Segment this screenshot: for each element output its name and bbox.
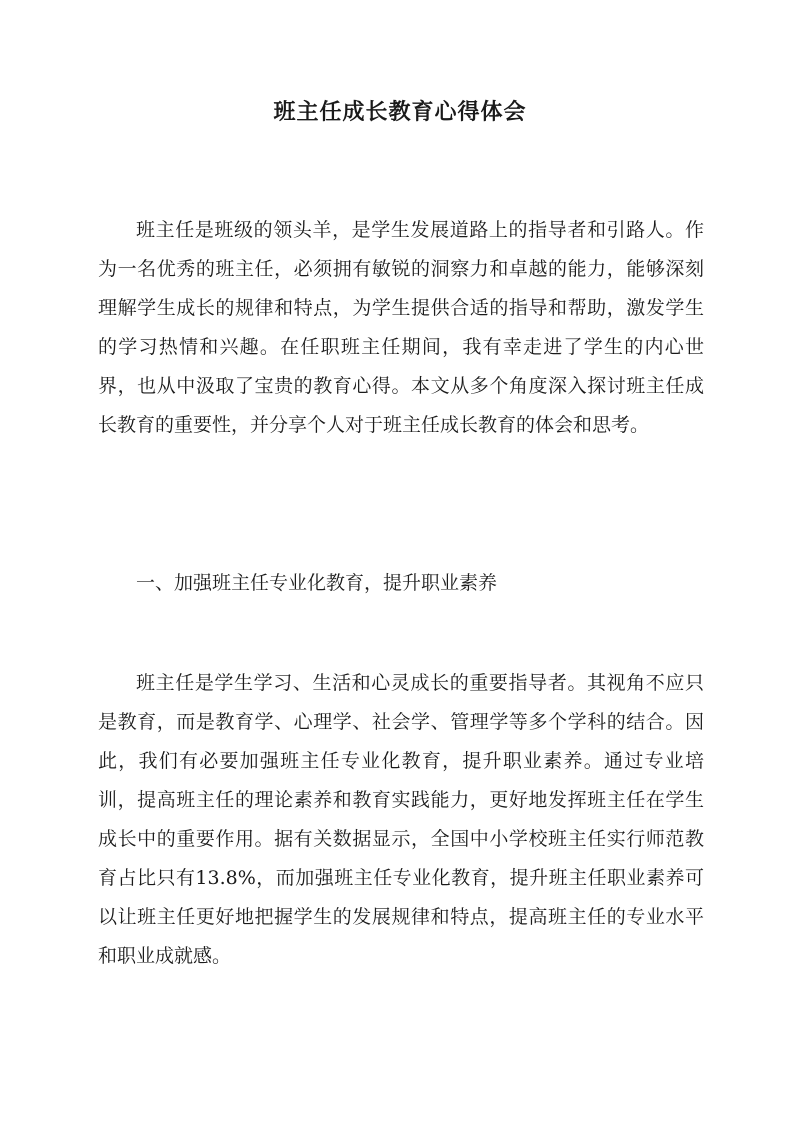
intro-paragraph: 班主任是班级的领头羊，是学生发展道路上的指导者和引路人。作为一名优秀的班主任，必须拥有敏锐的洞察力和卓越的能力，能够深刻理解学生成长的规律和特点，为学生提供合适的指导和帮助，激发学生的学习热情和兴趣。在任职班主任期间，我有幸走进了学生的内心世界，也从中汲取了宝贵的教育心得。本文从多个角度深入探讨班主任成长教育的重要性，并分享个人对于班主任成长教育的体会和思考。 <box>98 219 704 436</box>
document-title: 班主任成长教育心得体会 <box>273 99 527 125</box>
section-body-paragraph: 班主任是学生学习、生活和心灵成长的重要指导者。其视角不应只是教育，而是教育学、心理学、社会学、管理学等多个学科的结合。因此，我们有必要加强班主任专业化教育，提升职业素养。通过专业培训，提高班主任的理论素养和教育实践能力，更好地发挥班主任在学生成长中的重要作用。据有关数据显示，全国中小学校班主任实行师范教育占比只有13.8%，而加强班主任专业化教育，提升班主任职业素养可以让班主任更好地把握学生的发展规律和特点，提高班主任的专业水平和职业成就感。 <box>98 672 704 967</box>
section-heading: 一、加强班主任专业化教育，提升职业素养 <box>136 572 498 594</box>
